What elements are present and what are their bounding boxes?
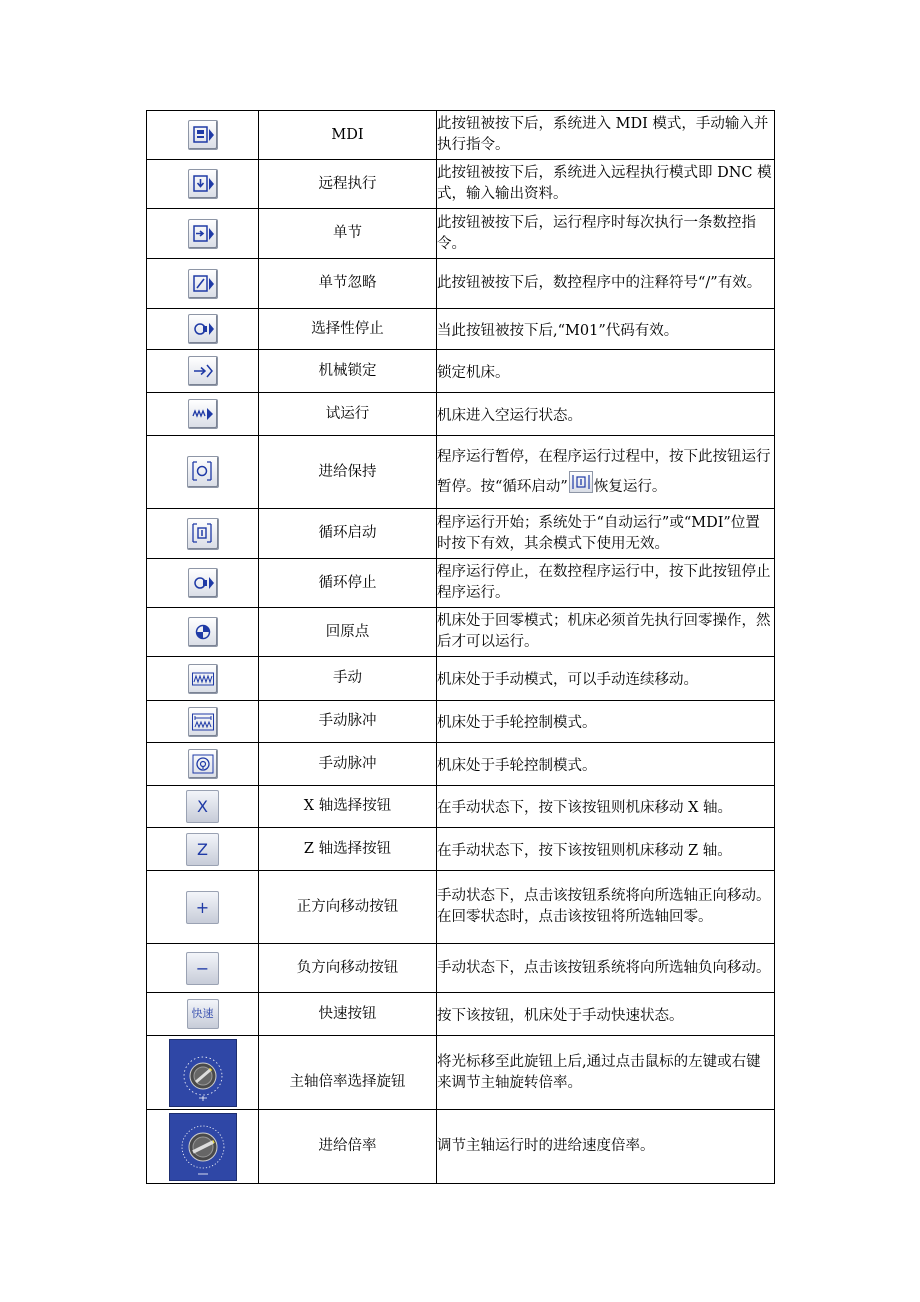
x-axis-button[interactable]: X — [186, 790, 219, 823]
button-description: 此按钮被按下后，运行程序时每次执行一条数控指令。 — [437, 209, 775, 259]
home-icon[interactable] — [188, 617, 218, 647]
table-row — [147, 993, 775, 1036]
button-description: 机床进入空运行状态。 — [437, 393, 775, 436]
table-row — [147, 1036, 775, 1110]
button-reference-table — [146, 110, 775, 1184]
button-name: 机械锁定 — [259, 350, 437, 393]
button-description: 按下该按钮，机床处于手动快速状态。 — [437, 993, 775, 1036]
table-row — [147, 786, 775, 828]
table-row — [147, 701, 775, 743]
button-description: 程序运行停止，在数控程序运行中，按下此按钮停止程序运行。 — [437, 559, 775, 608]
table-row — [147, 309, 775, 350]
table-row — [147, 160, 775, 209]
button-name: 远程执行 — [259, 160, 437, 209]
button-name: 手动脉冲 — [259, 701, 437, 743]
minus-button[interactable]: − — [186, 952, 219, 985]
mdi-icon[interactable] — [188, 120, 218, 150]
feed-override-knob-icon[interactable] — [169, 1113, 237, 1181]
button-description: 在手动状态下，按下该按钮则机床移动 Z 轴。 — [437, 828, 775, 871]
button-description: 机床处于手动模式，可以手动连续移动。 — [437, 657, 775, 701]
button-description: 手动状态下，点击该按钮系统将向所选轴负向移动。 — [437, 944, 775, 993]
button-description: 此按钮被按下后，系统进入远程执行模式即 DNC 模式，输入输出资料。 — [437, 160, 775, 209]
button-name: MDI — [259, 111, 437, 160]
optional-stop-icon[interactable] — [188, 314, 218, 344]
button-description: 机床处于手轮控制模式。 — [437, 743, 775, 786]
table-row — [147, 436, 775, 509]
button-name: Z 轴选择按钮 — [259, 828, 437, 871]
cycle-start-icon[interactable] — [187, 518, 219, 550]
button-name: 正方向移动按钮 — [259, 871, 437, 944]
button-description: 此按钮被按下后，数控程序中的注释符号“/”有效。 — [437, 259, 775, 309]
table-row — [147, 559, 775, 608]
button-description: 机床处于回零模式；机床必须首先执行回零操作，然后才可以运行。 — [437, 608, 775, 657]
button-description: 程序运行开始；系统处于“自动运行”或“MDI”位置时按下有效，其余模式下使用无效。 — [437, 509, 775, 559]
button-name: 选择性停止 — [259, 309, 437, 350]
button-name: 循环启动 — [259, 509, 437, 559]
cycle-stop-icon[interactable] — [188, 568, 218, 598]
button-name: 快速按钮 — [259, 993, 437, 1036]
table-row — [147, 209, 775, 259]
dry-run-icon[interactable] — [188, 399, 218, 429]
table-row — [147, 944, 775, 993]
table-row — [147, 743, 775, 786]
cycle-start-icon — [569, 471, 593, 493]
button-name: 手动脉冲 — [259, 743, 437, 786]
rapid-button[interactable]: 快速 — [187, 999, 219, 1029]
plus-button[interactable]: + — [186, 891, 219, 924]
button-name: X 轴选择按钮 — [259, 786, 437, 828]
table-row — [147, 259, 775, 309]
table-row — [147, 1110, 775, 1184]
jog-icon[interactable] — [188, 664, 218, 694]
button-description: 程序运行暂停，在程序运行过程中，按下此按钮运行暂停。按“循环启动” 恢复运行。 — [437, 436, 775, 509]
button-description: 此按钮被按下后，系统进入 MDI 模式，手动输入并执行指令。 — [437, 111, 775, 160]
handwheel-icon[interactable] — [188, 707, 218, 737]
table-row — [147, 350, 775, 393]
button-description: 在手动状态下，按下该按钮则机床移动 X 轴。 — [437, 786, 775, 828]
spindle-override-knob-icon[interactable] — [169, 1039, 237, 1107]
button-name: 手动 — [259, 657, 437, 701]
button-name: 试运行 — [259, 393, 437, 436]
button-name: 主轴倍率选择旋钮 — [259, 1036, 437, 1110]
button-description: 当此按钮被按下后,“M01”代码有效。 — [437, 309, 775, 350]
table-row — [147, 871, 775, 944]
machine-lock-icon[interactable] — [188, 356, 218, 386]
table-row — [147, 393, 775, 436]
button-description: 将光标移至此旋钮上后,通过点击鼠标的左键或右键来调节主轴旋转倍率。 — [437, 1036, 775, 1110]
feed-hold-icon[interactable] — [187, 456, 219, 488]
button-description: 锁定机床。 — [437, 350, 775, 393]
button-name: 单节 — [259, 209, 437, 259]
table-row — [147, 657, 775, 701]
single-block-icon[interactable] — [188, 219, 218, 249]
z-axis-button[interactable]: Z — [186, 833, 219, 866]
button-name: 进给保持 — [259, 436, 437, 509]
button-description: 机床处于手轮控制模式。 — [437, 701, 775, 743]
table-row — [147, 828, 775, 871]
button-description: 调节主轴运行时的进给速度倍率。 — [437, 1110, 775, 1184]
button-name: 单节忽略 — [259, 259, 437, 309]
dnc-icon[interactable] — [188, 169, 218, 199]
button-description: 手动状态下，点击该按钮系统将向所选轴正向移动。在回零状态时，点击该按钮将所选轴回零。 — [437, 871, 775, 944]
table-row — [147, 111, 775, 160]
block-skip-icon[interactable] — [188, 269, 218, 299]
button-name: 回原点 — [259, 608, 437, 657]
mpg-icon[interactable] — [188, 749, 218, 779]
table-row — [147, 509, 775, 559]
button-name: 循环停止 — [259, 559, 437, 608]
button-name: 进给倍率 — [259, 1110, 437, 1184]
table-row — [147, 608, 775, 657]
button-name: 负方向移动按钮 — [259, 944, 437, 993]
